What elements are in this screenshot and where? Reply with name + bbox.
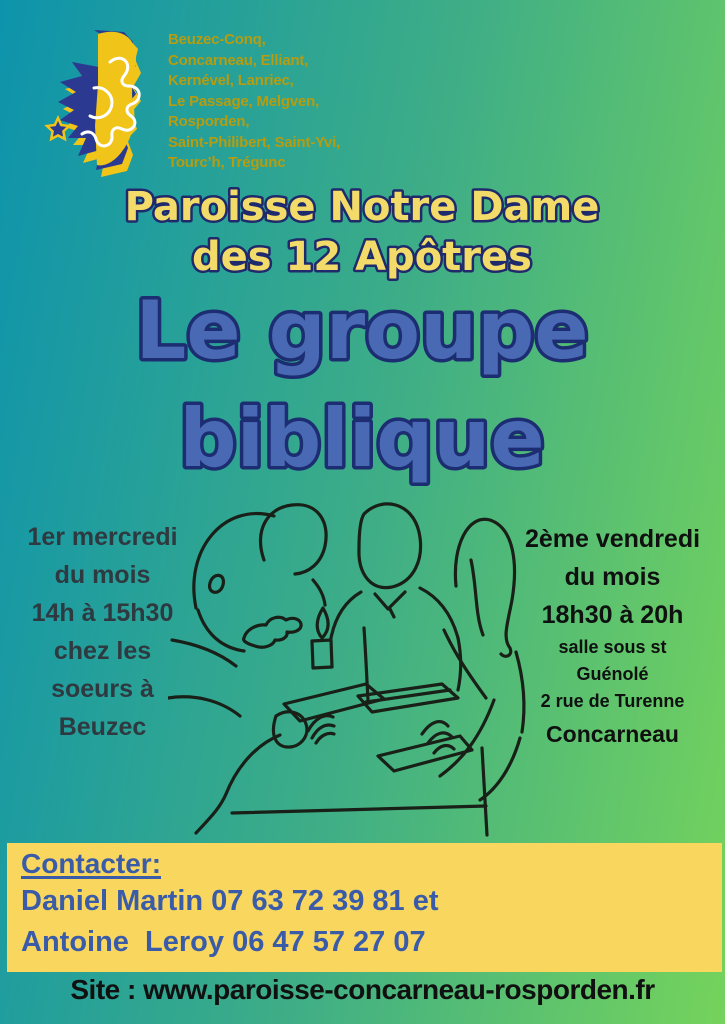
contact-box bbox=[7, 843, 722, 972]
parish-name-line: Saint-Philibert, Saint-Yvi, bbox=[168, 133, 341, 151]
main-title-line1: Le groupe bbox=[135, 288, 589, 377]
schedule-beuzec-line: soeurs à bbox=[51, 675, 154, 703]
parish-face-logo-icon bbox=[34, 26, 166, 178]
parish-name-line: Le Passage, Melgven, bbox=[168, 92, 320, 110]
parish-heading bbox=[0, 178, 725, 283]
drawing-strokes bbox=[168, 504, 524, 835]
schedule-concarneau-venue: 2 rue de Turenne bbox=[540, 691, 685, 711]
schedule-concarneau-line: 18h30 à 20h bbox=[541, 601, 684, 629]
schedule-concarneau-venue: Guénolé bbox=[576, 664, 649, 684]
parish-name-line: Concarneau, Elliant, bbox=[168, 51, 309, 69]
parish-name-line: Kernével, Lanriec, bbox=[168, 72, 294, 89]
contact-heading: Contacter: bbox=[21, 848, 162, 879]
parish-names-list bbox=[168, 30, 340, 174]
main-title-line2: biblique bbox=[179, 392, 545, 485]
parish-name-line: Tourc’h, Trégunc bbox=[168, 154, 286, 171]
schedule-concarneau bbox=[510, 520, 715, 751]
schedule-concarneau-city: Concarneau bbox=[546, 721, 679, 747]
schedule-beuzec-line: Beuzec bbox=[58, 713, 147, 741]
parish-heading-line1: Paroisse Notre Dame bbox=[124, 184, 600, 230]
schedule-beuzec-line: 14h à 15h30 bbox=[31, 599, 174, 627]
schedule-beuzec-line: du mois bbox=[54, 561, 151, 589]
schedule-concarneau-venue: salle sous st bbox=[558, 637, 667, 657]
parish-name-line: Rosporden, bbox=[168, 113, 250, 130]
schedule-beuzec-line: 1er mercredi bbox=[27, 523, 178, 551]
website-url: Site : www.paroisse-concarneau-rosporden.fr bbox=[70, 974, 655, 1005]
parish-name-line: Beuzec-Conq, bbox=[168, 31, 266, 48]
contact-person-1: Daniel Martin 07 63 72 39 81 et bbox=[21, 885, 439, 917]
parish-heading-line2: des 12 Apôtres bbox=[192, 234, 532, 280]
schedule-concarneau-line: 2ème vendredi bbox=[524, 525, 701, 553]
schedule-beuzec-line: chez les bbox=[53, 637, 152, 665]
bible-group-line-drawing bbox=[168, 488, 530, 843]
main-title bbox=[0, 288, 725, 503]
contact-person-2: Antoine Leroy 06 47 57 27 07 bbox=[21, 926, 426, 958]
schedule-concarneau-line: du mois bbox=[564, 563, 661, 591]
logo-shapes bbox=[47, 30, 141, 177]
